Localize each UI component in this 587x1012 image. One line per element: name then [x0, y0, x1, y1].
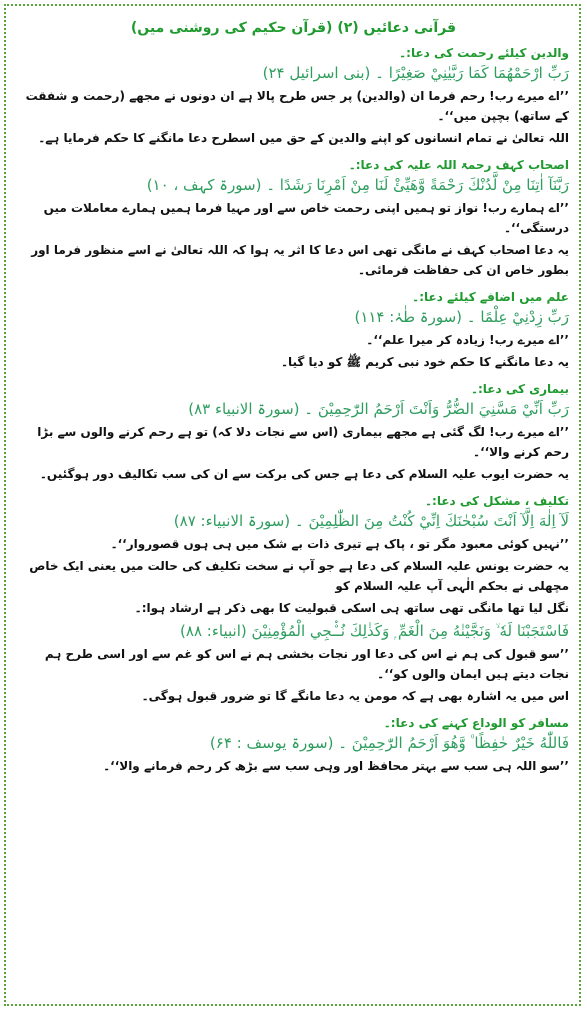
section-heading: مسافر کو الوداع کہنے کی دعا:۔ — [383, 716, 569, 730]
urdu-line: اس میں یہ اشارہ بھی ہے کہ مومن یہ دعا مانگے گا تو ضرور قبول ہوگی۔ — [141, 689, 569, 703]
section-kahf — [18, 158, 569, 280]
arabic-verse: رَبِّ اَنِّيْ مَسَّنِيَ الضُّرُّ وَاَنْتَ اَرْحَمُ الرّٰحِمِيْنَ ۔ (سورۃ الانبیاء ۸۳) — [188, 400, 569, 418]
arabic-verse: رَبِّ ارْحَمْهُمَا كَمَا رَبَّيٰنِيْ صَغِيْرًا ۔ (بنی اسرائیل ۲۴) — [262, 64, 569, 82]
urdu-line: ’’اے میرے رب! لگ گئی ہے مجھے بیماری (اس سے نجات دلا کہ) تو ہے رحم کرنے والوں سے بڑا رحم کرنے والا‘‘۔ — [37, 425, 569, 459]
urdu-line: ’’اے میرے رب! رحم فرما ان (والدین) پر جس طرح پالا ہے ان دونوں نے مجھے (رحمت و شفقت کے ساتھ) بچپن میں‘‘۔ — [25, 89, 569, 123]
arabic-verse: لَآ اِلٰهَ اِلَّآ اَنْتَ سُبْحٰنَكَ اِنِّيْ كُنْتُ مِنَ الظّٰلِمِيْنَ ۔ (سورۃ الانبیاء: ۸۷) — [173, 512, 569, 530]
urdu-line: یہ دعا مانگنے کا حکم خود نبی کریم ﷺ کو دیا گیا۔ — [280, 355, 569, 369]
arabic-verse: فَاللّٰهُ خَيْرٌ حٰفِظًا ۠ وَّهُوَ اَرْحَمُ الرّٰحِمِيْنَ ۔ (سورۃ یوسف : ۶۴) — [209, 734, 569, 752]
urdu-line: ’’نہیں کوئی معبود مگر تو ، پاک ہے تیری ذات بے شک میں ہی ہوں قصوروار‘‘۔ — [110, 537, 569, 551]
section-hardship — [18, 494, 569, 618]
urdu-line: یہ دعا اصحاب کہف نے مانگی تھی اس دعا کا اثر یہ ہوا کہ اللہ تعالیٰ نے اسے منظور فرما اور بطور خاص ان کی حفاظت فرمائی۔ — [31, 243, 569, 277]
section-heading: علم میں اضافے کیلئے دعا:۔ — [412, 290, 569, 304]
section-heading: بیماری کی دعا:۔ — [470, 382, 569, 396]
urdu-line: یہ حضرت ایوب علیہ السلام کی دعا ہے جس کی برکت سے ان کی سب تکالیف دور ہوگئیں۔ — [39, 467, 569, 481]
document-page — [10, 10, 577, 1002]
urdu-line: ’’سو قبول کی ہم نے اس کی دعا اور نجات بخشی ہم نے اس کو غم سے اور اسی طرح ہم نجات دیتے ہیں ایمان والوں کو‘‘۔ — [44, 647, 569, 681]
section-acceptance — [18, 622, 569, 706]
arabic-verse: رَبَّنَآ اٰتِنَا مِنْ لَّدُنْكَ رَحْمَةً وَّهَيِّئْ لَنَا مِنْ اَمْرِنَا رَشَدًا ۔ (سورۃ کہف ، ۱۰) — [146, 176, 569, 194]
urdu-line: ’’سو اللہ ہی سب سے بہتر محافظ اور وہی سب سے بڑھ کر رحم فرمانے والا‘‘۔ — [103, 759, 569, 773]
section-parents — [18, 46, 569, 148]
urdu-line: ’’اے ہمارے رب! نواز تو ہمیں اپنی رحمت خاص سے اور مہیا فرما ہمیں ہمارے معاملات میں درستگی‘‘۔ — [43, 201, 569, 235]
urdu-line: اللہ تعالیٰ نے تمام انسانوں کو اپنے والدین کے حق میں اسطرح دعا مانگنے کا حکم فرمایا ہے۔ — [38, 131, 569, 145]
arabic-verse: رَبِّ زِدْنِيْ عِلْمًا ۔ (سورۃ طٰہٰ: ۱۱۴) — [354, 308, 569, 326]
urdu-line: نگل لیا تھا مانگی تھی ساتھ ہی اسکی قبولیت کا بھی ذکر ہے ارشاد ہوا:۔ — [134, 601, 569, 615]
section-heading: اصحاب کہف رحمۃ اللہ علیہ کی دعا:۔ — [348, 158, 569, 172]
section-traveler — [18, 716, 569, 776]
arabic-verse: فَاسْتَجَبْنَا لَهٗ ۙ وَنَجَّيْنٰهُ مِنَ الْغَمِّ ۭ وَكَذٰلِكَ نُـْۨجِي الْمُؤْمِنِيْنَ (انبیاء: ۸۸) — [180, 622, 569, 640]
section-illness — [18, 382, 569, 484]
urdu-line: یہ حضرت یونس علیہ السلام کی دعا ہے جو آپ نے سخت تکلیف کی حالت میں یعنی ایک خاص مچھلی نے بحکم الٰہی آپ علیہ السلام کو — [29, 559, 569, 593]
urdu-line: ’’اے میرے رب! زیادہ کر میرا علم‘‘۔ — [366, 333, 569, 347]
page-title: قرآنی دعائیں (۲) (قرآن حکیم کی روشنی میں) — [130, 20, 457, 36]
section-heading: والدین کیلئے رحمت کی دعا:۔ — [399, 46, 569, 60]
section-knowledge — [18, 290, 569, 372]
section-heading: تکلیف ، مشکل کی دعا:۔ — [425, 494, 569, 508]
